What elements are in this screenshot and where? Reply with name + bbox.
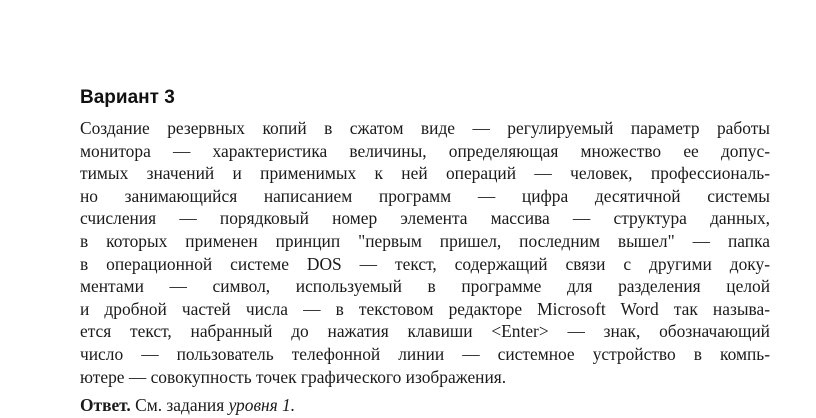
paragraph-line: число — пользователь телефонной линии — системное устройство в компь- [80,343,770,364]
paragraph-line: но занимающийся написанием программ — цифра десятичной системы [80,185,770,206]
answer-label: Ответ. [80,395,131,415]
paragraph-line: и дробной частей числа — в текстовом редакторе Microsoft Word так называ- [80,298,770,319]
task-paragraph [80,117,770,388]
paragraph-line: монитора — характеристика величины, определяющая множество ее допус- [80,140,770,161]
paragraph-line: ментами — символ, используемый в программе для разделения целой [80,276,770,297]
paragraph-line: ется текст, набранный до нажатия клавиши <Enter> — знак, обозначающий [80,321,770,342]
paragraph-line: в операционной системе DOS — текст, содержащий связи с другими доку- [80,253,770,274]
paragraph-line: тимых значений и применимых к ней операций — человек, профессиональ- [80,163,770,184]
answer-reference: уровня 1. [228,395,296,415]
answer-text: См. задания [135,395,225,415]
paragraph-line: в которых применен принцип "первым пришел, последним вышел" — папка [80,230,770,251]
paragraph-line: ютере — совокупность точек графического изображения. [80,366,507,387]
paragraph-line: Создание резервных копий в сжатом виде — регулируемый параметр работы [80,118,770,138]
answer-line [80,394,295,416]
variant-heading: Вариант 3 [80,87,175,108]
paragraph-line: счисления — порядковый номер элемента массива — структура данных, [80,208,770,229]
